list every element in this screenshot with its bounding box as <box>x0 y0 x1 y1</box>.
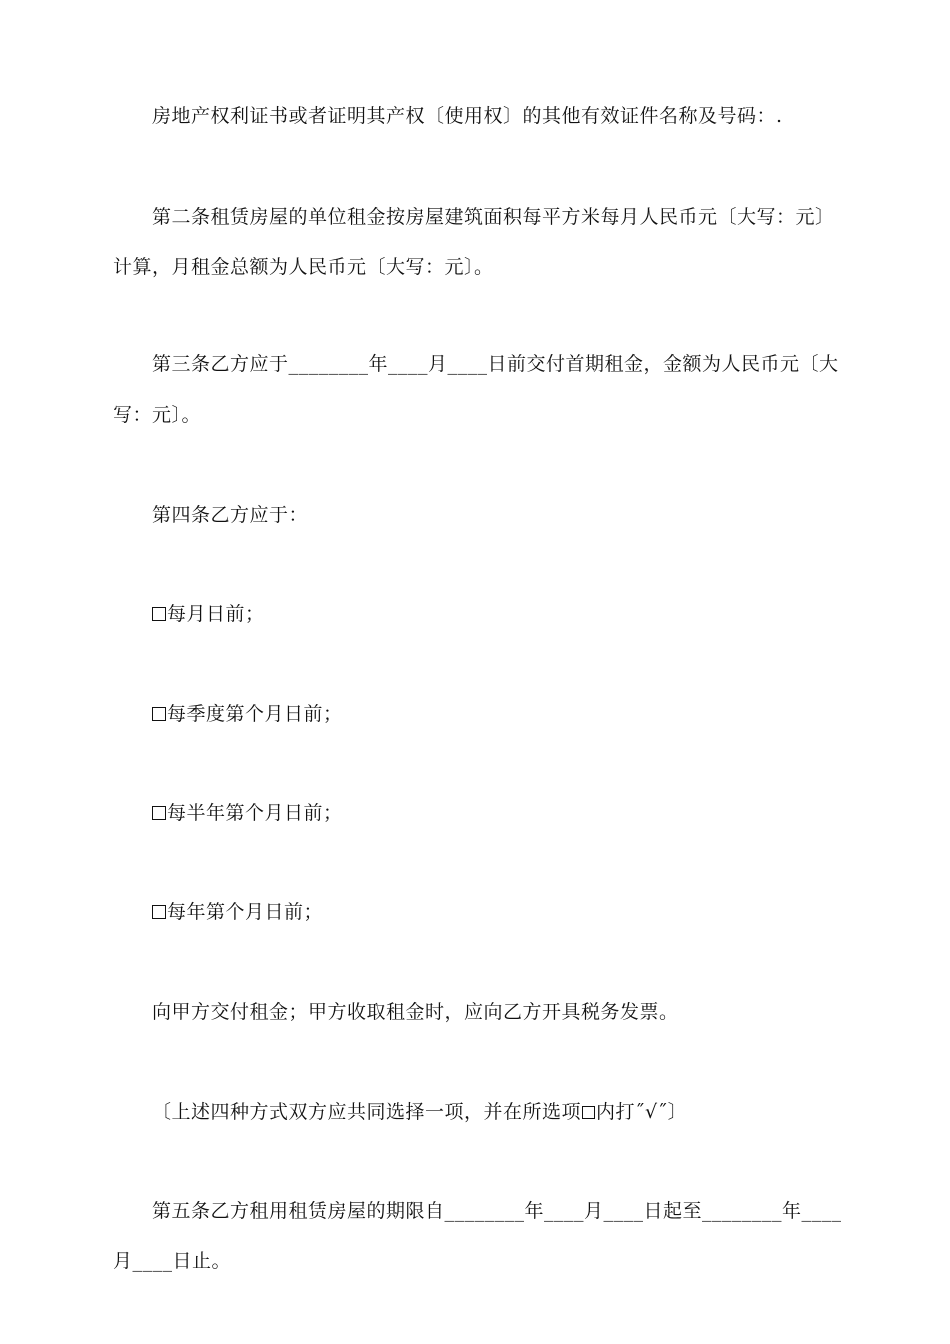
article-5-line-1: 第五条乙方租用租赁房屋的期限自________年____月____日起至________年____ <box>152 1200 842 1222</box>
option-quarterly <box>152 702 343 726</box>
checkbox-icon <box>152 607 166 621</box>
option-halfyear-label: 每半年第个月日前； <box>167 802 343 824</box>
option-monthly-label: 每月日前； <box>167 603 265 625</box>
checkbox-icon <box>582 1106 595 1119</box>
article-5-line-2: 月____日止。 <box>113 1250 232 1272</box>
choice-instruction <box>152 1100 687 1124</box>
checkbox-icon <box>152 905 166 919</box>
choice-instruction-text-b: 内打˝√˝〕 <box>596 1101 688 1123</box>
article-3-line-1: 第三条乙方应于________年____月____日前交付首期租金，金额为人民币元〔大 <box>152 353 839 375</box>
checkbox-icon <box>152 707 166 721</box>
article-2-line-2: 计算，月租金总额为人民币元〔大写：元〕。 <box>113 256 494 278</box>
option-yearly <box>152 900 323 924</box>
payment-note: 向甲方交付租金；甲方收取租金时，应向乙方开具税务发票。 <box>152 1001 679 1023</box>
option-yearly-label: 每年第个月日前； <box>167 901 324 923</box>
choice-instruction-text-a: 〔上述四种方式双方应共同选择一项，并在所选项 <box>152 1101 582 1123</box>
property-certificate-line: 房地产权利证书或者证明其产权〔使用权〕的其他有效证件名称及号码：. <box>152 105 783 127</box>
article-4-heading: 第四条乙方应于： <box>152 504 309 526</box>
option-quarterly-label: 每季度第个月日前； <box>167 703 343 725</box>
article-2-line-1: 第二条租赁房屋的单位租金按房屋建筑面积每平方米每月人民币元〔大写：元〕 <box>152 206 835 228</box>
option-halfyear <box>152 801 343 825</box>
checkbox-icon <box>152 806 166 820</box>
option-monthly <box>152 602 265 626</box>
article-3-line-2: 写：元〕。 <box>113 404 202 426</box>
